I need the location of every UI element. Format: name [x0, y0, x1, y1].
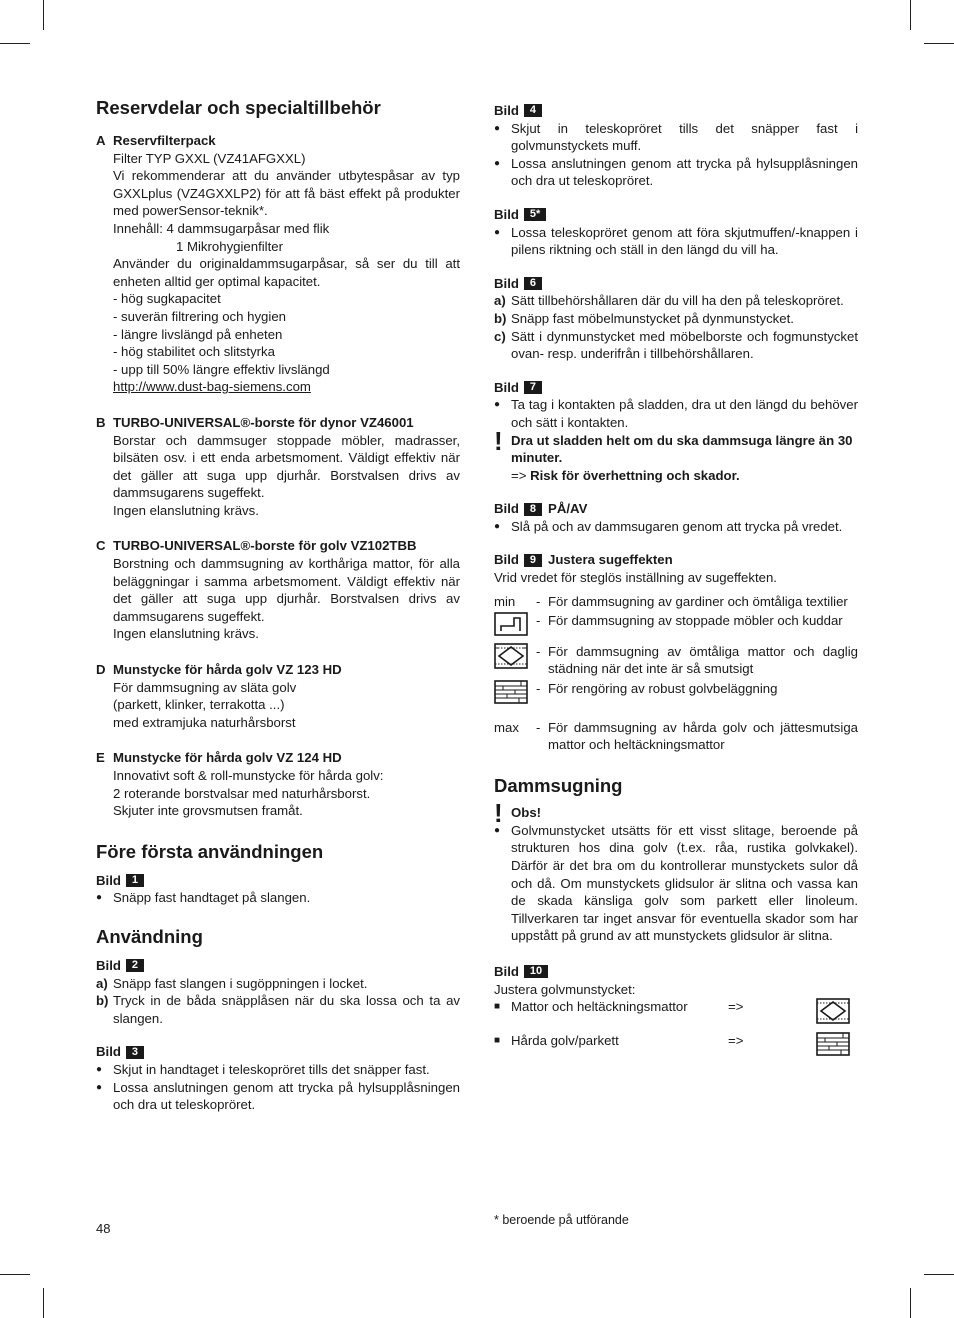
bullet-item: ● Skjut in teleskopröret tills det snäpper fast i golvmunstyckets muff.: [494, 120, 858, 154]
item-c: [96, 537, 460, 643]
power-level-furniture: - För dammsugning av stoppade möbler och kuddar: [494, 612, 858, 641]
bullet-item: ● Lossa teleskopröret genom att föra skjutmuffen/-knappen i pilens riktning och ställ in den längd du vill ha.: [494, 224, 858, 258]
warning-icon: !: [494, 797, 503, 828]
footnote: * beroende på utförande: [494, 1213, 629, 1227]
bild-6-label: Bild 6: [494, 275, 858, 293]
item-text: (parkett, klinker, terrakotta ...): [113, 697, 285, 713]
figure-number-badge: 10: [524, 965, 548, 978]
bild-8-label: Bild 8 PÅ/AV: [494, 501, 588, 517]
figure-number-badge: 7: [524, 381, 542, 394]
list-item: - upp till 50% längre effektiv livslängd: [113, 361, 330, 377]
item-title: TURBO-UNIVERSAL®-borste för golv VZ102TBB: [113, 538, 417, 554]
intro-text: Justera golvmunstycket:: [494, 981, 636, 997]
bullet-item: ● Golvmunstycket utsätts för ett visst slitage, beroende på strukturen hos dina golv (t.ex. råa, rustika golvkakel). Därför är det bra om du kontrollerar munstyckets sulor då och då. Om munstyckets glidsulor är slitna och vassa kan de skada känsliga golv som parkett eller linoleum. Tillverkaren tar inget ansvar för eventuella skador som har uppstått på grund av att munstyckets glidsulor är slitna.: [494, 822, 858, 944]
power-level-rug: - För dammsugning av ömtåliga mattor och daglig städning när det inte är så smutsigt: [494, 643, 858, 678]
furniture-icon: [494, 612, 528, 636]
item-text: Ingen elanslutning krävs.: [113, 502, 259, 518]
setting-carpet: ■ Mattor och heltäckningsmattor =>: [494, 998, 858, 1032]
left-column: [96, 96, 460, 1114]
crop-mark: [0, 1274, 30, 1275]
bullet-item: ● Lossa anslutningen genom att trycka på hylsupplåsningen och dra ut teleskopröret.: [494, 155, 858, 189]
bullet-item: ● Snäpp fast handtaget på slangen.: [96, 890, 311, 906]
item-letter: C: [96, 538, 106, 554]
item-text: 2 roterande borstvalsar med naturhårsborst.: [113, 785, 371, 801]
bild-5-label: Bild 5*: [494, 206, 858, 224]
website-link[interactable]: http://www.dust-bag-siemens.com: [113, 379, 311, 395]
bild-4-label: Bild 4: [494, 102, 858, 120]
crop-mark: [924, 1274, 954, 1275]
obs-note: ! Obs!: [494, 797, 542, 828]
item-letter: B: [96, 414, 106, 430]
item-letter: E: [96, 750, 105, 766]
right-column: [494, 102, 858, 1056]
bullet-item: ● Slå på och av dammsugaren genom att trycka på vredet.: [494, 518, 843, 534]
heading-reservdelar: Reservdelar och specialtillbehör: [96, 97, 381, 118]
item-text: Vi rekommenderar att du använder utbytespåsar av typ GXXLplus (VZ4GXXLP2) för att få bäst effekt på produkter med powerSensor-teknik*.: [113, 168, 460, 219]
item-a: [96, 132, 460, 396]
item-text: Ingen elanslutning krävs.: [113, 626, 259, 642]
item-text: Innehåll: 4 dammsugarpåsar med flik: [113, 220, 330, 236]
power-level-floor: - För rengöring av robust golvbeläggning: [494, 680, 858, 709]
bild-1-label: Bild 1: [96, 872, 460, 890]
item-e: [96, 749, 460, 819]
figure-number-badge: 5*: [524, 208, 546, 221]
page-number: 48: [96, 1221, 111, 1236]
parquet-icon: [816, 1032, 850, 1056]
item-text: Borstning och dammsugning av korthåriga mattor, för alla beläggningar i samma arbetsmoment. Väldigt effektiv när det gäller att suga upp djurhår. Borstvalsen drivs av dammsugarens sugeffekt.: [113, 556, 460, 624]
item-title: Munstycke för hårda golv VZ 123 HD: [113, 662, 342, 678]
item-text: Borstar och dammsuger stoppade möbler, madrasser, bilsäten osv. i ett enda arbetsmoment. Väldigt effektiv när det gäller att suga upp djurhår. Borstvalsen drivs av dammsugarens sugeffekt.: [113, 432, 460, 501]
figure-number-badge: 4: [524, 104, 542, 117]
item-b: [96, 414, 460, 520]
bild-2-label: Bild 2: [96, 957, 460, 975]
list-item: - hög sugkapacitet: [113, 291, 221, 307]
step-a: a) Snäpp fast slangen i sugöppningen i locket.: [96, 975, 368, 991]
rug-icon: [494, 643, 528, 669]
heading-dammsugning: Dammsugning: [494, 774, 623, 796]
item-d: [96, 661, 460, 731]
warning-icon: !: [494, 425, 503, 456]
list-item: - längre livslängd på enheten: [113, 326, 283, 342]
setting-hard-floor: ■ Hårda golv/parkett =>: [494, 1032, 858, 1056]
step-c: c) Sätt i dynmunstycket med möbelborste och fogmunstycket ovan- resp. underifrån i tillbehörshållaren.: [494, 328, 858, 362]
item-letter: D: [96, 662, 106, 678]
parquet-icon: [494, 680, 528, 704]
item-title: TURBO-UNIVERSAL®-borste för dynor VZ46001: [113, 414, 414, 430]
item-title: Munstycke för hårda golv VZ 124 HD: [113, 750, 342, 766]
list-item: - suverän filtrering och hygien: [113, 308, 286, 324]
item-text: Använder du originaldammsugarpåsar, så ser du till att enheten alltid ger optimal kapacitet.: [113, 256, 460, 289]
item-text: För dammsugning av släta golv: [113, 679, 297, 695]
step-a: a) Sätt tillbehörshållaren där du vill ha den på teleskopröret.: [494, 293, 844, 309]
bullet-item: ● Skjut in handtaget i teleskopröret tills det snäpper fast.: [96, 1061, 430, 1077]
bild-7-label: Bild 7: [494, 379, 858, 397]
figure-number-badge: 9: [524, 554, 542, 567]
crop-mark: [924, 43, 954, 44]
crop-mark: [43, 0, 44, 30]
crop-mark: [0, 43, 30, 44]
crop-mark: [910, 0, 911, 30]
power-level-min: min - För dammsugning av gardiner och ömtåliga textilier: [494, 593, 848, 609]
item-letter: A: [96, 133, 106, 148]
figure-number-badge: 8: [524, 503, 542, 516]
bild-10-label: Bild 10: [494, 963, 858, 981]
item-text: Skjuter inte grovsmutsen framåt.: [113, 803, 303, 819]
bild-9-label: Bild 9 Justera sugeffekten: [494, 552, 673, 568]
bild-3-label: Bild 3: [96, 1043, 460, 1061]
item-text: 1 Mikrohygienfilter: [176, 238, 284, 254]
figure-number-badge: 2: [126, 959, 144, 972]
figure-number-badge: 6: [524, 277, 542, 290]
step-b: b) Tryck in de båda snäpplåsen när du ska lossa och ta av slangen.: [96, 993, 460, 1026]
figure-number-badge: 1: [126, 874, 144, 887]
power-level-max: max - För dammsugning av hårda golv och jättesmutsiga mattor och heltäckningsmattor: [494, 719, 858, 753]
item-text: Filter TYP GXXL (VZ41AFGXXL): [113, 150, 306, 166]
crop-mark: [910, 1288, 911, 1318]
heading-anvandning: Användning: [96, 925, 203, 947]
warning-note: ! Dra ut sladden helt om du ska dammsuga längre än 30 minuter. => Risk för överhettning och skador.: [494, 425, 853, 483]
crop-mark: [43, 1288, 44, 1318]
heading-fore-forsta: Före första användningen: [96, 840, 324, 862]
item-title: Reservfilterpack: [113, 133, 216, 148]
step-b: b) Snäpp fast möbelmunstycket på dynmunstycket.: [494, 310, 794, 326]
item-text: Innovativt soft & roll-munstycke för hårda golv:: [113, 768, 384, 783]
rug-icon: [816, 998, 850, 1024]
figure-number-badge: 3: [126, 1046, 144, 1059]
bullet-item: ● Ta tag i kontakten på sladden, dra ut den längd du behöver och sätt i kontakten.: [494, 397, 858, 430]
bullet-item: ● Lossa anslutningen genom att trycka på hylsupplåsningen och dra ut teleskopröret.: [96, 1079, 460, 1113]
intro-text: Vrid vredet för steglös inställning av sugeffekten.: [494, 570, 777, 586]
list-item: - hög stabilitet och slitstyrka: [113, 344, 275, 360]
item-text: med extramjuka naturhårsborst: [113, 714, 296, 730]
